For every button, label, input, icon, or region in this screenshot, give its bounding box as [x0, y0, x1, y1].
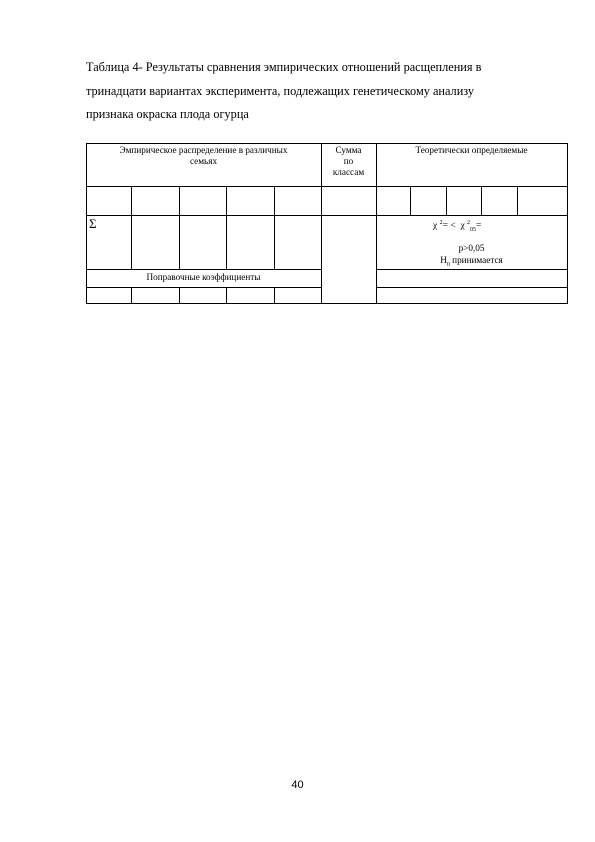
- correction-label: Поправочные коэффициенты: [146, 272, 261, 282]
- h-text: принимается: [449, 255, 503, 265]
- chi-eq: =: [476, 221, 482, 232]
- hypothesis-result: [376, 255, 567, 271]
- header-theoretical: Теоретически определяемые: [415, 145, 528, 155]
- caption-line-1: Таблица 4- Результаты сравнения эмпирических отношений расщепления в: [86, 60, 482, 74]
- chi-square-comparison: [433, 220, 481, 233]
- chi-eq-lt: = <: [442, 221, 456, 232]
- caption-line-2: тринадцати вариантах эксперимента, подлежащих генетическому анализу: [86, 83, 475, 98]
- chi-sup-2: 2: [467, 220, 471, 226]
- header-empirical-line-1: Эмпирическое распределение в различных: [119, 145, 288, 155]
- sum-symbol: Σ: [89, 216, 97, 231]
- chi-sub-05: 05: [470, 227, 477, 234]
- p-value: p>0,05: [458, 243, 485, 253]
- page-number: 40: [291, 779, 304, 791]
- chi-symbol-1: χ: [433, 221, 438, 232]
- chi-sup-1: 2: [439, 220, 443, 226]
- header-empirical-line-2: семьях: [189, 156, 218, 166]
- header-sum-line-3: классам: [332, 167, 365, 177]
- header-sum: [321, 145, 376, 178]
- h-letter: H: [440, 255, 447, 265]
- caption-line-3: признака окраска плода огурца: [86, 107, 249, 121]
- header-sum-line-1: Сумма: [335, 145, 362, 155]
- header-sum-line-2: по: [343, 156, 354, 166]
- h-sub: 0: [446, 261, 450, 268]
- chi-symbol-2: χ: [460, 221, 465, 232]
- header-empirical: [86, 145, 321, 167]
